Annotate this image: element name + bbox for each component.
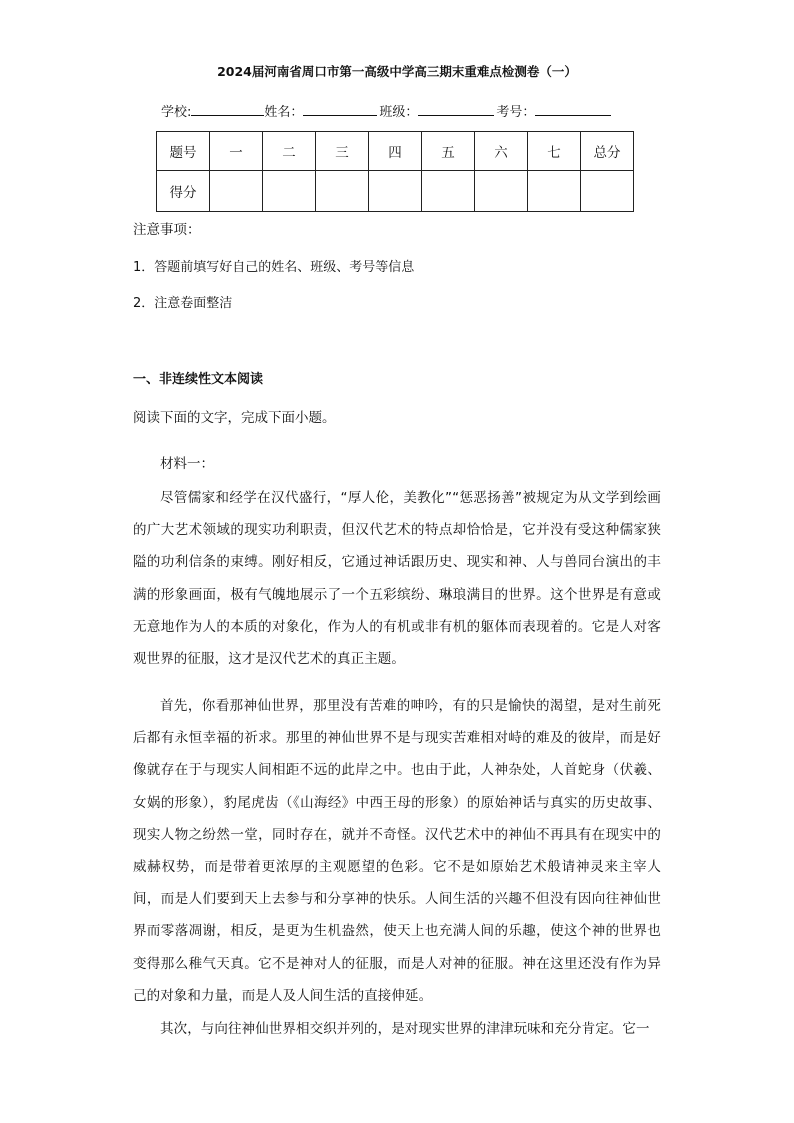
name-blank: [303, 103, 377, 116]
notice-item: 2．注意卷面整洁: [133, 296, 233, 311]
score-cell: [210, 171, 263, 212]
score-table-header-row: [157, 132, 634, 171]
score-cell: [263, 171, 316, 212]
school-label: 学校:: [161, 105, 192, 120]
material-label: 材料一：: [160, 456, 214, 472]
exam-no-label: 考号：: [496, 105, 536, 120]
score-cell: [422, 171, 475, 212]
score-table: [156, 131, 634, 212]
header-cell-total: 总分: [581, 132, 634, 171]
header-cell: 五: [422, 132, 475, 171]
student-info-row: [161, 101, 611, 120]
notice-heading: 注意事项：: [133, 222, 201, 238]
notice-item: 1．答题前填写好自己的姓名、班级、考号等信息: [133, 260, 415, 275]
class-label: 班级：: [379, 105, 419, 120]
score-cell: [528, 171, 581, 212]
score-table-score-row: [157, 171, 634, 212]
school-blank: [191, 103, 264, 116]
score-cell: [581, 171, 634, 212]
score-cell: [369, 171, 422, 212]
score-cell: [316, 171, 369, 212]
row-label-score: 得分: [157, 171, 210, 212]
reading-paragraph: 首先，你看那神仙世界，那里没有苦难的呻吟，有的只是愉快的渴望，是对生前死后都有永恒幸福的祈求。那里的神仙世界不是与现实苦难相对峙的难及的彼岸，而是好像就存在于与现实人间相距不远的此岸之中。也由于此，人神杂处，人首蛇身（伏羲、女娲的形象），豹尾虎齿（《山海经》中西王母的形象）的原始神话与真实的历史故事、现实人物之纷然一堂，同时存在，就并不奇怪。汉代艺术中的神仙不再具有在现实中的威赫权势，而是带着更浓厚的主观愿望的色彩。它不是如原始艺术般请神灵来主宰人间，而是人们要到天上去参与和分享神的快乐。人间生活的兴趣不但没有因向往神仙世界而零落凋谢，相反，是更为生机盎然，使天上也充满人间的乐趣，使这个神的世界也变得那么稚气天真。它不是神对人的征服，而是人对神的征服。神在这里还没有作为异己的对象和力量，而是人及人间生活的直接伸延。: [133, 698, 661, 1004]
header-cell: 二: [263, 132, 316, 171]
header-cell: 七: [528, 132, 581, 171]
header-cell: 四: [369, 132, 422, 171]
reading-paragraph: 尽管儒家和经学在汉代盛行，“厚人伦，美教化”“惩恶扬善”被规定为从文学到绘画的广大艺术领域的现实功利职责，但汉代艺术的特点却恰恰是，它并没有受这种儒家狭隘的功利信条的束缚。刚好相反，它通过神话跟历史、现实和神、人与兽同台演出的丰满的形象画面，极有气魄地展示了一个五彩缤纷、琳琅满目的世界。这个世界是有意或无意地作为人的本质的对象化，作为人的有机或非有机的躯体而表现着的。它是人对客观世界的征服，这才是汉代艺术的真正主题。: [133, 490, 661, 668]
document-title: 2024届河南省周口市第一高级中学高三期末重难点检测卷（一）: [217, 64, 577, 79]
header-cell-question-no: 题号: [157, 132, 210, 171]
class-blank: [418, 103, 494, 116]
header-cell: 三: [316, 132, 369, 171]
exam-no-blank: [535, 103, 611, 116]
score-cell: [475, 171, 528, 212]
header-cell: 六: [475, 132, 528, 171]
section-heading: 一、非连续性文本阅读: [133, 372, 264, 387]
name-label: 姓名：: [264, 105, 304, 120]
section-instruction: 阅读下面的文字，完成下面小题。: [133, 410, 336, 426]
header-cell: 一: [210, 132, 263, 171]
reading-paragraph: 其次，与向往神仙世界相交织并列的，是对现实世界的津津玩味和充分肯定。它一: [160, 1021, 650, 1037]
